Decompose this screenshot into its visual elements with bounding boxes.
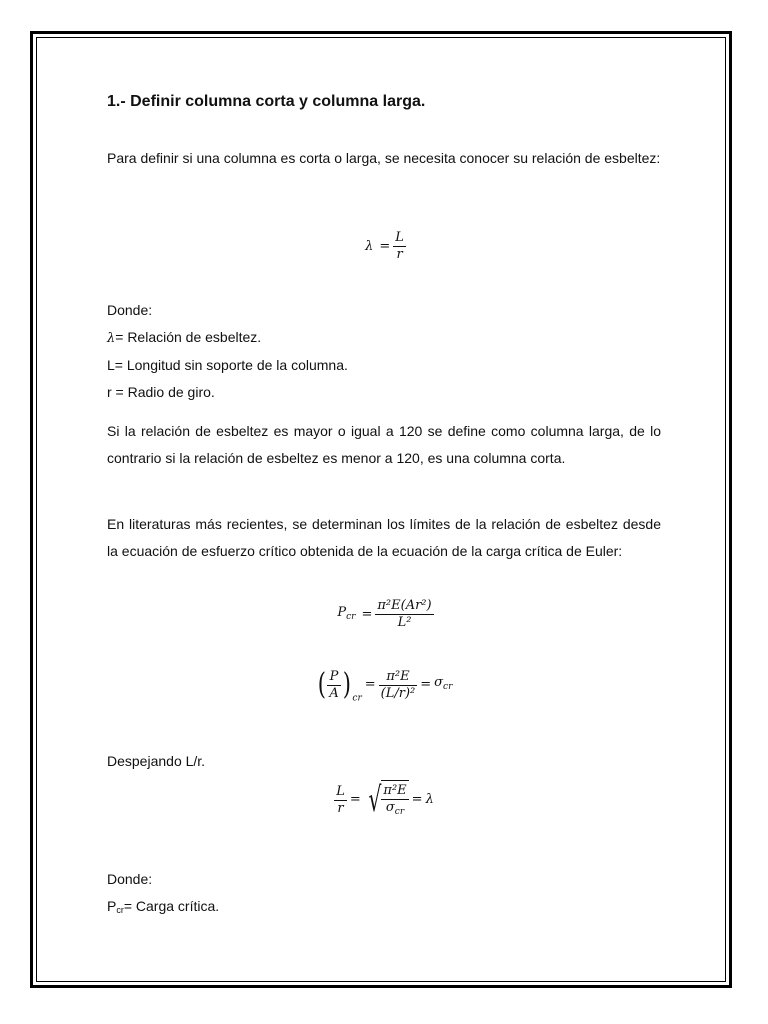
eq-sigma-symbol: σ bbox=[434, 675, 444, 690]
eq-numerator: π²E bbox=[379, 669, 418, 686]
square-root bbox=[364, 780, 409, 820]
def-symbol: L bbox=[107, 357, 115, 373]
limit-paragraph: Si la relación de esbeltez es mayor o igual a 120 se define como columna larga, de lo contrario si la relación de esbeltez es menor a 120, es una columna corta. bbox=[107, 423, 661, 466]
heading-block bbox=[107, 92, 661, 112]
literature-block bbox=[107, 511, 661, 565]
def-symbol-sub: cr bbox=[116, 905, 124, 915]
eq-lambda: λ bbox=[365, 238, 374, 254]
literature-paragraph: En literaturas más recientes, se determinan los límites de la relación de esbeltez desde la ecuación de esfuerzo crítico obtenida de la ecuación de la carga crítica de Euler: bbox=[107, 516, 661, 559]
def-text: = Relación de esbeltez. bbox=[115, 329, 262, 345]
close-paren: ) bbox=[342, 667, 351, 702]
despejando-block bbox=[107, 748, 661, 775]
eq-r: r bbox=[337, 800, 344, 816]
eq-p: P bbox=[337, 604, 347, 620]
eq-equals: = bbox=[411, 792, 423, 807]
eq-sub-cr: cr bbox=[346, 611, 356, 622]
eq-lambda: λ bbox=[425, 792, 434, 807]
limit-block bbox=[107, 418, 661, 472]
page-border-inner bbox=[36, 37, 726, 982]
definition-lambda bbox=[107, 324, 661, 352]
eq-numerator: π²E(Ar²) bbox=[377, 598, 432, 613]
donde-block-1 bbox=[107, 297, 661, 406]
eq-numerator: L bbox=[395, 230, 404, 245]
eq-numerator: π²E bbox=[383, 783, 407, 798]
intro-block bbox=[107, 145, 661, 172]
eq-fraction bbox=[379, 669, 418, 702]
radical-sign: √ bbox=[368, 780, 382, 820]
def-symbol: r bbox=[107, 384, 112, 400]
eq-equals: = bbox=[379, 238, 391, 254]
slenderness-equation bbox=[107, 230, 661, 263]
donde-label: Donde: bbox=[107, 871, 153, 887]
donde-block-2 bbox=[107, 866, 661, 924]
slenderness-solution-equation bbox=[107, 780, 661, 820]
donde-label: Donde: bbox=[107, 302, 153, 318]
definition-length bbox=[107, 352, 661, 379]
eq-l-over-r bbox=[334, 784, 347, 817]
section-heading: 1.- Definir columna corta y columna larga. bbox=[107, 93, 426, 110]
eq-equals: = bbox=[420, 677, 432, 692]
eq-denominator bbox=[381, 800, 408, 820]
eq-sigma-symbol: σ bbox=[385, 800, 395, 815]
eq-l: L bbox=[336, 783, 345, 799]
open-paren: ( bbox=[317, 667, 326, 702]
def-symbol: λ bbox=[107, 331, 116, 346]
definition-radius bbox=[107, 379, 661, 406]
def-text: = Radio de giro. bbox=[111, 384, 215, 400]
despejando-text: Despejando L/r. bbox=[107, 753, 206, 769]
critical-stress-equation bbox=[107, 668, 661, 707]
eq-denominator: r bbox=[396, 247, 403, 262]
eq-a: A bbox=[329, 685, 339, 701]
eq-denominator: (L/r)² bbox=[380, 685, 416, 701]
eq-p: P bbox=[327, 669, 340, 686]
def-text: = Longitud sin soporte de la columna. bbox=[114, 357, 348, 373]
eq-p-over-a bbox=[327, 669, 340, 702]
eq-sub-cr: cr bbox=[394, 807, 405, 817]
eq-sigma bbox=[434, 675, 452, 695]
def-symbol: P bbox=[107, 898, 117, 914]
eq-fraction bbox=[375, 598, 433, 631]
def-text: = Carga crítica. bbox=[123, 898, 220, 914]
eq-sub-cr: cr bbox=[352, 693, 362, 704]
intro-paragraph: Para definir si una columna es corta o larga, se necesita conocer su relación de esbeltez: bbox=[107, 150, 661, 166]
eq-fraction bbox=[393, 230, 406, 263]
eq-denominator: L² bbox=[397, 615, 412, 630]
eq-sub-cr: cr bbox=[443, 682, 453, 692]
definition-critical-load bbox=[107, 893, 661, 924]
eq-equals: = bbox=[349, 792, 361, 807]
eq-pcr bbox=[334, 605, 358, 625]
radicand bbox=[381, 780, 408, 820]
eq-equals: = bbox=[361, 606, 373, 622]
eq-fraction bbox=[381, 783, 408, 820]
eq-equals: = bbox=[364, 677, 376, 692]
critical-load-equation bbox=[107, 598, 661, 631]
